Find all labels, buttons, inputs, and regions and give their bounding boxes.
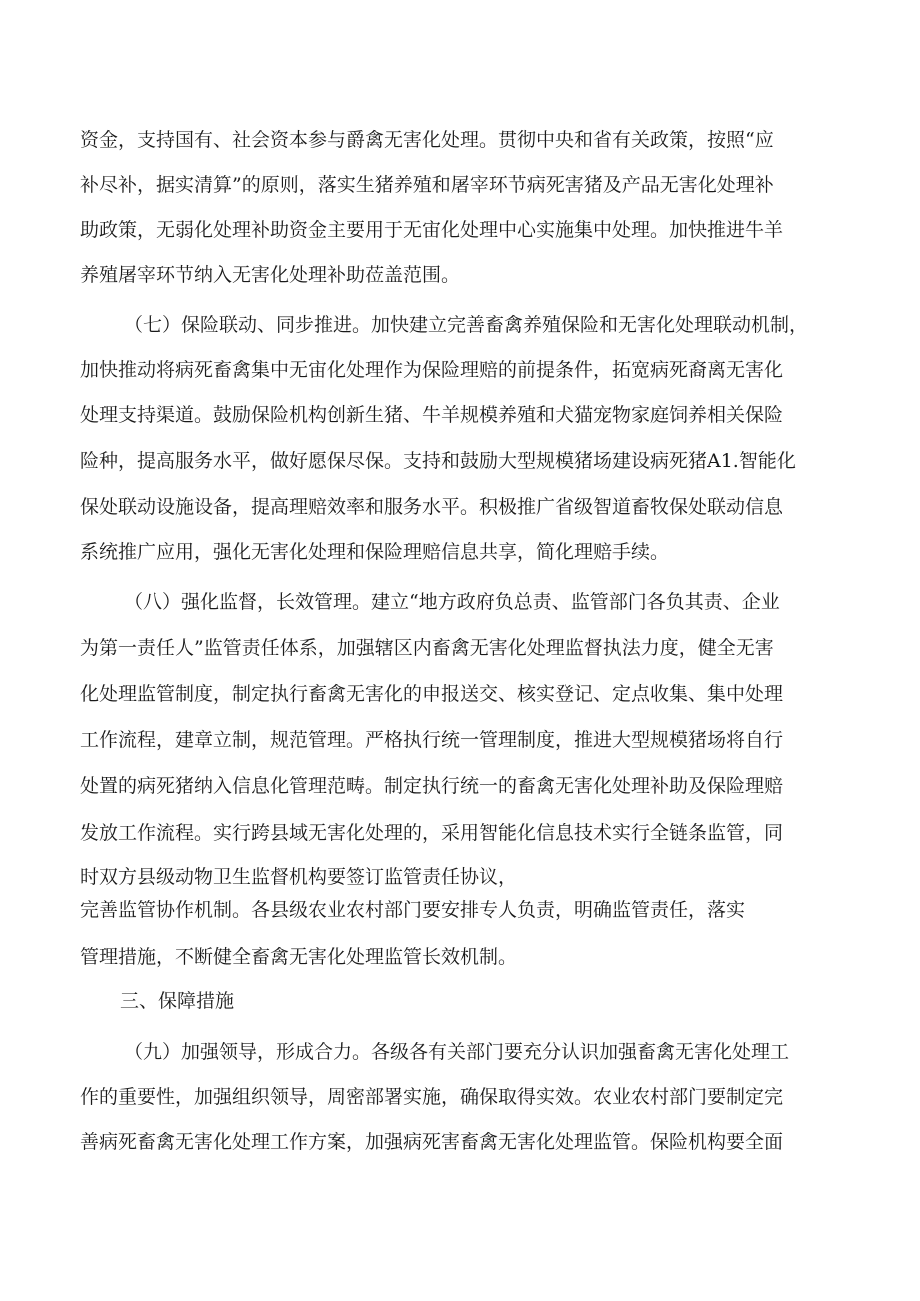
paragraph-6-line-4: 养殖屠宰环节纳入无害化处理补助莅盖范围。 <box>80 264 461 286</box>
paragraph-9-line-1: （九）加强领导，形成合力。各级各有关部门要充分认识加强畜禽无害化处理工 <box>124 1041 790 1063</box>
paragraph-6-line-1: 资金，支持国有、社会资本参与爵禽无害化处理。贯彻中央和省有关政策，按照“应 <box>80 129 774 151</box>
paragraph-8-line-9: 管理措施，不断健全畜禽无害化处理监管长效机制。 <box>80 946 518 968</box>
paragraph-8-line-4: 工作流程，建章立制，规范管理。严格执行统一管理制度，推进大型规模猪场将自行 <box>80 729 784 751</box>
paragraph-8-line-5: 处置的病死猪纳入信息化管理范畴。制定执行统一的畜禽无害化处理补助及保险理赔 <box>80 775 784 797</box>
paragraph-7-line-6: 系统推广应用，强化无害化处理和保险理赔信息共享，简化理赔手续。 <box>80 541 670 563</box>
paragraph-8-line-1: （八）强化监督，长效管理。建立“地方政府负总责、监管部门各负其责、企业 <box>124 591 780 613</box>
paragraph-7-line-2: 加快推动将病死畜禽集中无宙化处理作为保险理赔的前提条件，拓宽病死裔离无害化 <box>80 359 784 381</box>
paragraph-7-line-3: 处理支持渠道。鼓励保险机构创新生猪、牛羊规模养殖和犬猫宠物家庭饲养相关保险 <box>80 404 784 426</box>
section-heading: 三、保障措施 <box>120 990 235 1012</box>
paragraph-6-line-3: 助政策，无弱化处理补助资金主要用于无宙化处理中心实施集中处理。加快推进牛羊 <box>80 219 784 241</box>
paragraph-8-line-2: 为第一责任人”监管责任体系，加强辖区内畜禽无害化处理监督执法力度，健全无害 <box>80 637 774 659</box>
paragraph-6-line-2: 补尽补，据实清算”的原则，落实生猪养殖和屠宰环节病死害猪及产品无害化处理补 <box>80 174 774 196</box>
paragraph-8-line-7: 时双方县级动物卫生监督机构要签订监管责任协议， <box>80 866 518 888</box>
paragraph-7-line-5: 保处联动设施设备，提高理赔效率和服务水平。积极推广省级智道畜牧保处联动信息 <box>80 496 784 518</box>
paragraph-8-line-6: 发放工作流程。实行跨县域无害化处理的，采用智能化信息技术实行全链条监管，同 <box>80 822 784 844</box>
paragraph-7-line-1: （七）保险联动、同步推进。加快建立完善畜禽养殖保险和无害化处理联动机制， <box>124 314 809 336</box>
paragraph-7-line-4: 险种，提高服务水平，做好愿保尽保。支持和鼓励大型规模猪场建设病死猪A1.智能化 <box>80 450 796 472</box>
paragraph-8-line-8: 完善监管协作机制。各县级农业农村部门要安排专人负责，明确监管责任，落实 <box>80 899 746 921</box>
paragraph-8-line-3: 化处理监管制度，制定执行畜禽无害化的申报送交、核实登记、定点收集、集中处理 <box>80 683 784 705</box>
paragraph-9-line-2: 作的重要性，加强组织领导，周密部署实施，确保取得实效。农业农村部门要制定完 <box>80 1086 784 1108</box>
paragraph-9-line-3: 善病死畜禽无害化处理工作方案，加强病死害畜禽无害化处理监管。保险机构要全面 <box>80 1131 784 1153</box>
